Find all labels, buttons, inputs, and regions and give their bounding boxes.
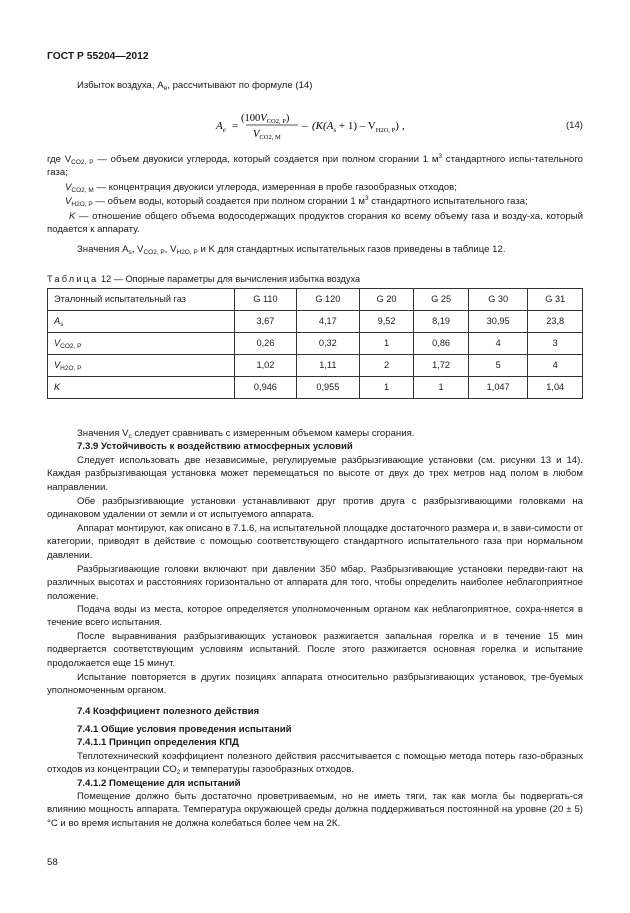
paragraph: Обе разбрызгивающие установки устанавливают друг против друга с разбрызгивающими головками на одинаковом удалении от земли и от испытуемого аппарата. — [47, 496, 583, 521]
definition-vh2op: $V_{H2O, P}$ — объем воды, который создается при полном сгорании 1 $м^3$ стандартного испытательного газа; — [65, 195, 528, 208]
values-reference: Значения $A_s$, $V_{CO2, P}$, $V_{H2O, P}$ и K для стандартных испытательных газов приведены в таблице 12. — [77, 244, 506, 256]
table-header-cell: G 20 — [359, 289, 414, 311]
table-cell: 0,955 — [296, 377, 359, 399]
paragraph: Разбрызгивающие головки включают при давлении 350 мбар. Разбрызгивающие установки передви-гают на различных высотах и расстояниях горизонтально от аппарата для того, чтобы определить наиболее неблагоприятное положение. — [47, 564, 583, 602]
table-cell: 3,67 — [235, 311, 297, 333]
table-cell: 1,11 — [296, 355, 359, 377]
table-cell: 1 — [414, 377, 469, 399]
table-cell: 9,52 — [359, 311, 414, 333]
svg-text:VCO2, M: VCO2, M — [253, 129, 281, 141]
table-cell: 0,946 — [235, 377, 297, 399]
table-cell: 2 — [359, 355, 414, 377]
table-cell: 23,8 — [528, 311, 583, 333]
table-header-cell: G 120 — [296, 289, 359, 311]
section-heading-7-4-1: 7.4.1 Общие условия проведения испытаний — [77, 724, 292, 735]
table-cell: 1,02 — [235, 355, 297, 377]
table-row — [48, 377, 583, 399]
table-cell: 8,19 — [414, 311, 469, 333]
table-cell: 0,26 — [235, 333, 297, 355]
row-label: $V_{H2O, P}$ — [48, 355, 235, 377]
table-cell: 4 — [468, 333, 528, 355]
section-heading-7-4-1-1: 7.4.1.1 Принцип определения КПД — [77, 737, 239, 748]
row-label: $V_{CO2, P}$ — [48, 333, 235, 355]
equation-number: (14) — [565, 120, 583, 131]
table-cell: 4 — [528, 355, 583, 377]
definition-vco2p: где $V_{CO2, P}$ — объем двуокиси углерода, который создается при полном сгорании 1 $м^3$ стандартного испы-тательного газа; — [47, 153, 583, 179]
paragraph: Подача воды из места, которое определяется уполномоченным органом как неблагоприятное, сохра-няется в течение всего испытания. — [47, 604, 583, 629]
table-row — [48, 355, 583, 377]
paragraph: Испытание повторяется в других позициях аппарата относительно разбрызгивающих установок, тре-буемых уполномоченным органом. — [47, 672, 583, 697]
section-heading-7-4: 7.4 Коэффициент полезного действия — [77, 706, 260, 717]
document-header: ГОСТ Р 55204—2012 — [47, 51, 149, 62]
table-cell: 1,047 — [468, 377, 528, 399]
reference-parameters-table — [47, 288, 583, 399]
formula-intro: Избыток воздуха, $A_e$, рассчитывают по формуле (14) — [77, 80, 313, 92]
paragraph: Значения $V_c$ следует сравнивать с измеренным объемом камеры сгорания. — [77, 428, 415, 440]
table-header-cell: G 25 — [414, 289, 469, 311]
definition-k: K — отношение общего объема водосодержащих продуктов сгорания ко всему объему газа и возду-ха, который подается к аппарату. — [47, 211, 583, 236]
table-row — [48, 311, 583, 333]
paragraph: Теплотехнический коэффициент полезного действия рассчитывается с помощью метода потерь газо-образных отходов из концентрации $CO_2$ и температуры газообразных отходов. — [47, 751, 583, 777]
table-caption: Таблица 12 — Опорные параметры для вычисления избытка воздуха — [47, 274, 361, 284]
table-header-cell: G 31 — [528, 289, 583, 311]
table-row — [48, 333, 583, 355]
table-header-row — [48, 289, 583, 311]
svg-text:=: = — [232, 120, 239, 132]
table-cell: 0,86 — [414, 333, 469, 355]
table-cell: 1 — [359, 333, 414, 355]
table-cell: 4,17 — [296, 311, 359, 333]
svg-text:(100VCO2, P): (100VCO2, P) — [241, 113, 290, 125]
table-header-cell: G 30 — [468, 289, 528, 311]
row-label: K — [48, 377, 235, 399]
table-header-cell: Эталонный испытательный газ — [48, 289, 235, 311]
svg-text:–: – — [302, 120, 308, 132]
definition-vco2m: $V_{CO2, M}$ — концентрация двуокиси углерода, измеренная в пробе газообразных отходов; — [65, 182, 457, 194]
table-cell: 1,04 — [528, 377, 583, 399]
table-cell: 0,32 — [296, 333, 359, 355]
row-label: $A_s$ — [48, 311, 235, 333]
paragraph: После выравнивания разбрызгивающих установок разжигается запальная горелка и в течение 15 мин подвергается соответствующим условиям испытаний. После этого разжигается основная горелка и испытание продолжается еще 15 минут. — [47, 631, 583, 669]
formula-14 — [0, 105, 630, 147]
page-number: 58 — [47, 857, 58, 868]
table-cell: 1,72 — [414, 355, 469, 377]
table-cell: 30,95 — [468, 311, 528, 333]
paragraph: Помещение должно быть достаточно проветриваемым, но не иметь тяги, так как могла бы подвергать-ся влиянию мощность аппарата. Температура окружающей среды должна поддерживаться постоянной на уровне (20 ± 5) °С и во время испытания не должна колебаться более чем на 2К. — [47, 791, 583, 829]
table-cell: 1 — [359, 377, 414, 399]
paragraph: Аппарат монтируют, как описано в 7.1.6, на испытательной площадке достаточного размера и, в зави-симости от категории, приводят в действие с помощью соответствующего стандартного испытательного газа при нормальном давлении. — [47, 523, 583, 561]
paragraph: Следует использовать две независимые, регулируемые разбрызгивающие установки (см. рисунки 13 и 14). Каждая разбрызгивающая установка может перемещаться по высоте от двух до трех метров над полом в любом направлении. — [47, 455, 583, 493]
svg-text:Ae: $A_e$ — [216, 120, 226, 134]
table-cell: 5 — [468, 355, 528, 377]
table-cell: 3 — [528, 333, 583, 355]
section-heading-7-4-1-2: 7.4.1.2 Помещение для испытаний — [77, 778, 241, 789]
table-header-cell: G 110 — [235, 289, 297, 311]
svg-text:(K(As + 1) – VH2O, P),: $(K(A_s + 1) - V_{H2O, P})$ , — [312, 120, 405, 134]
section-heading-7-3-9: 7.3.9 Устойчивость к воздействию атмосферных условий — [77, 441, 353, 452]
